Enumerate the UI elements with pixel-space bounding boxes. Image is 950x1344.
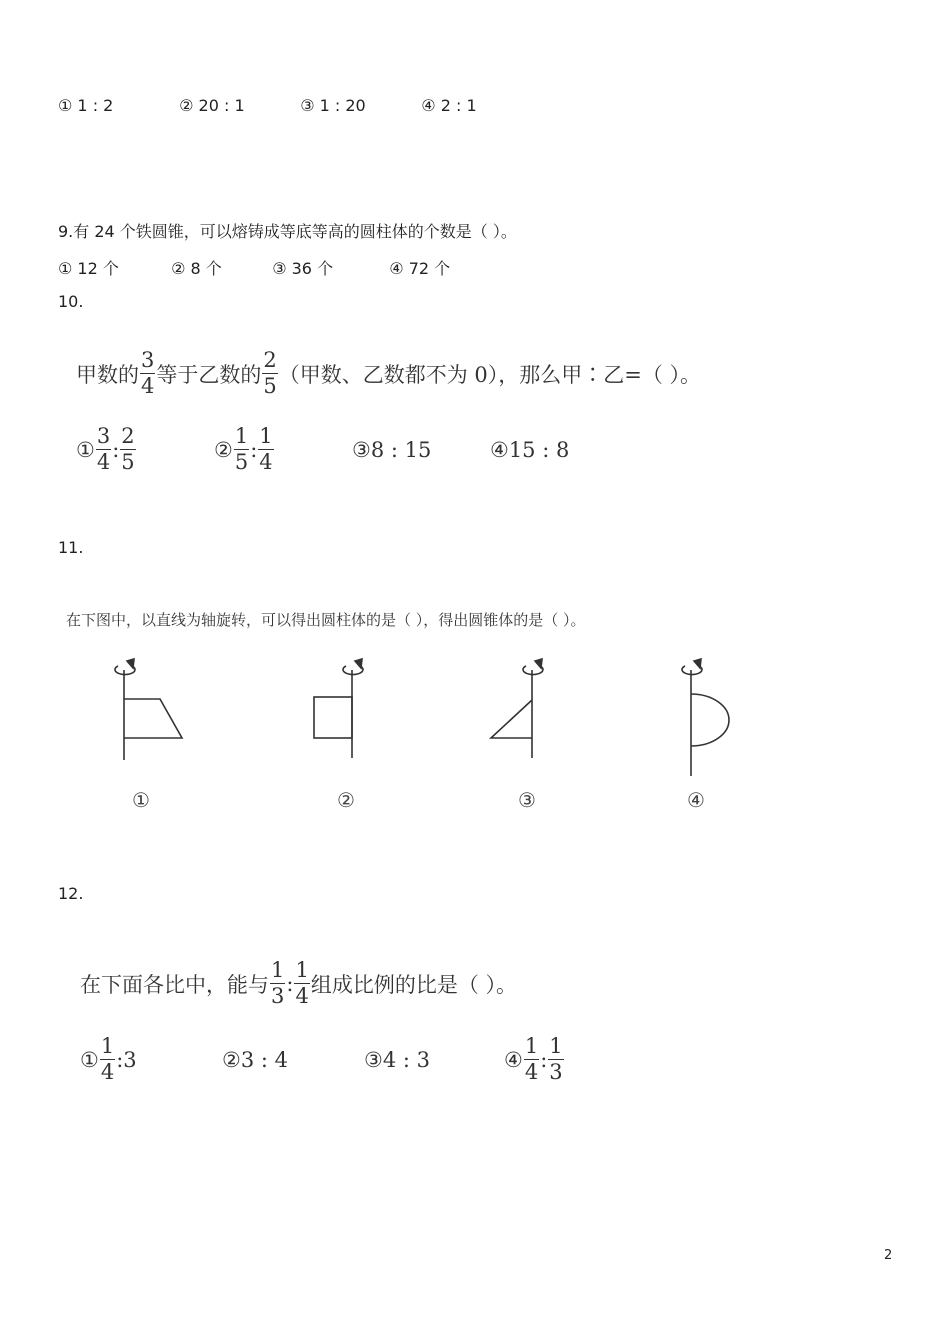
q8-option-4: ④ 2 : 1 xyxy=(421,96,477,115)
q10-option-2 xyxy=(214,426,352,473)
q10-text-c: （甲数、乙数都不为 0），那么甲∶乙=（ ）。 xyxy=(278,362,702,387)
q10-option-2-frac-a-den: 5 xyxy=(234,450,249,474)
figure-2-square xyxy=(314,659,363,758)
q12-text-b: 组成比例的比是（ ）。 xyxy=(310,972,518,997)
q10-fraction-a-den: 4 xyxy=(141,374,155,398)
q10-option-1-colon: : xyxy=(112,437,120,462)
q12-text-a: 在下面各比中，能与 xyxy=(80,972,269,997)
q12-fraction-b-num: 1 xyxy=(295,958,309,982)
q10-option-1-frac-a-num: 3 xyxy=(96,424,111,448)
q12-option-1-frac xyxy=(100,1036,115,1083)
q12-option-4-frac-a xyxy=(524,1036,539,1083)
q12-option-1 xyxy=(80,1036,222,1083)
q12-option-3: ③4 : 3 xyxy=(364,1047,430,1072)
q11-figure xyxy=(0,650,950,830)
q10-option-1-mark: ① xyxy=(76,437,95,462)
q12-fraction-b xyxy=(294,960,309,1007)
q12-option-4-frac-a-den: 4 xyxy=(524,1060,539,1084)
q10-question xyxy=(76,350,701,397)
q12-option-4-frac-a-num: 1 xyxy=(524,1034,539,1058)
q9-option-3: ③ 36 个 xyxy=(272,259,334,278)
q8-option-1: ① 1 : 2 xyxy=(58,96,114,115)
q12-option-4 xyxy=(504,1036,565,1083)
q12-fraction-a-num: 1 xyxy=(271,958,285,982)
q10-text-b: 等于乙数的 xyxy=(156,362,262,387)
q10-fraction-b-num: 2 xyxy=(263,348,277,372)
q9-option-4: ④ 72 个 xyxy=(389,259,451,278)
q10-option-2-mark: ② xyxy=(214,437,233,462)
q12-colon: : xyxy=(286,971,294,996)
q12-fraction-a-den: 3 xyxy=(271,984,285,1008)
q10-options xyxy=(76,426,569,473)
figure-4-semicircle xyxy=(682,659,729,776)
q10-option-1-frac-a-den: 4 xyxy=(96,450,111,474)
q9-option-2: ② 8 个 xyxy=(171,259,222,278)
q10-option-2-colon: : xyxy=(250,437,258,462)
q12-option-1-mark: ① xyxy=(80,1047,99,1072)
q10-fraction-b-den: 5 xyxy=(263,374,277,398)
q12-option-4-frac-b xyxy=(548,1036,563,1083)
q12-option-4-colon: : xyxy=(540,1047,548,1072)
figure-1-trapezoid xyxy=(115,659,182,760)
q11-number: 11. xyxy=(58,538,84,557)
page-number: 2 xyxy=(884,1248,893,1263)
figure-label-3: ③ xyxy=(518,788,536,812)
q8-option-3: ③ 1 : 20 xyxy=(300,96,366,115)
q10-option-1 xyxy=(76,426,214,473)
q10-fraction-b xyxy=(262,350,277,397)
q12-option-4-frac-b-num: 1 xyxy=(549,1034,563,1058)
q12-option-2: ②3 : 4 xyxy=(222,1047,288,1072)
q10-option-2-frac-b xyxy=(258,426,273,473)
figure-3-triangle xyxy=(491,659,543,758)
q8-options xyxy=(58,96,477,115)
q12-fraction-b-den: 4 xyxy=(295,984,309,1008)
q10-option-3: ③8 : 15 xyxy=(352,437,432,462)
q8-option-2: ② 20 : 1 xyxy=(179,96,245,115)
figure-label-1: ① xyxy=(132,788,150,812)
q10-option-1-frac-b-den: 5 xyxy=(121,450,135,474)
q10-option-2-frac-b-den: 4 xyxy=(259,450,273,474)
q10-option-2-frac-a xyxy=(234,426,249,473)
q12-option-1-frac-den: 4 xyxy=(100,1060,115,1084)
q10-option-1-frac-b xyxy=(120,426,135,473)
q12-option-1-tail: :3 xyxy=(116,1047,137,1072)
q10-option-4: ④15 : 8 xyxy=(490,437,570,462)
q12-option-4-mark: ④ xyxy=(504,1047,523,1072)
q12-options xyxy=(80,1036,565,1083)
q10-option-1-frac-b-num: 2 xyxy=(121,424,135,448)
q12-number: 12. xyxy=(58,884,84,903)
q9-options xyxy=(58,256,450,279)
q9-option-1: ① 12 个 xyxy=(58,259,119,278)
q12-option-1-frac-num: 1 xyxy=(100,1034,115,1058)
q10-option-2-frac-a-num: 1 xyxy=(234,424,249,448)
figure-label-2: ② xyxy=(337,788,355,812)
q10-text-a: 甲数的 xyxy=(76,362,139,387)
q10-fraction-a-num: 3 xyxy=(141,348,155,372)
q11-question: 在下图中，以直线为轴旋转，可以得出圆柱体的是（ ），得出圆锥体的是（ ）。 xyxy=(66,611,586,629)
q10-option-1-frac-a xyxy=(96,426,111,473)
q10-fraction-a xyxy=(140,350,155,397)
q12-fraction-a xyxy=(270,960,285,1007)
q9-question: 9.有 24 个铁圆锥，可以熔铸成等底等高的圆柱体的个数是（ ）。 xyxy=(58,222,517,241)
q10-option-2-frac-b-num: 1 xyxy=(259,424,273,448)
figure-label-4: ④ xyxy=(687,788,705,812)
q12-option-4-frac-b-den: 3 xyxy=(549,1060,563,1084)
q12-question xyxy=(80,960,517,1007)
q10-number: 10. xyxy=(58,292,84,311)
